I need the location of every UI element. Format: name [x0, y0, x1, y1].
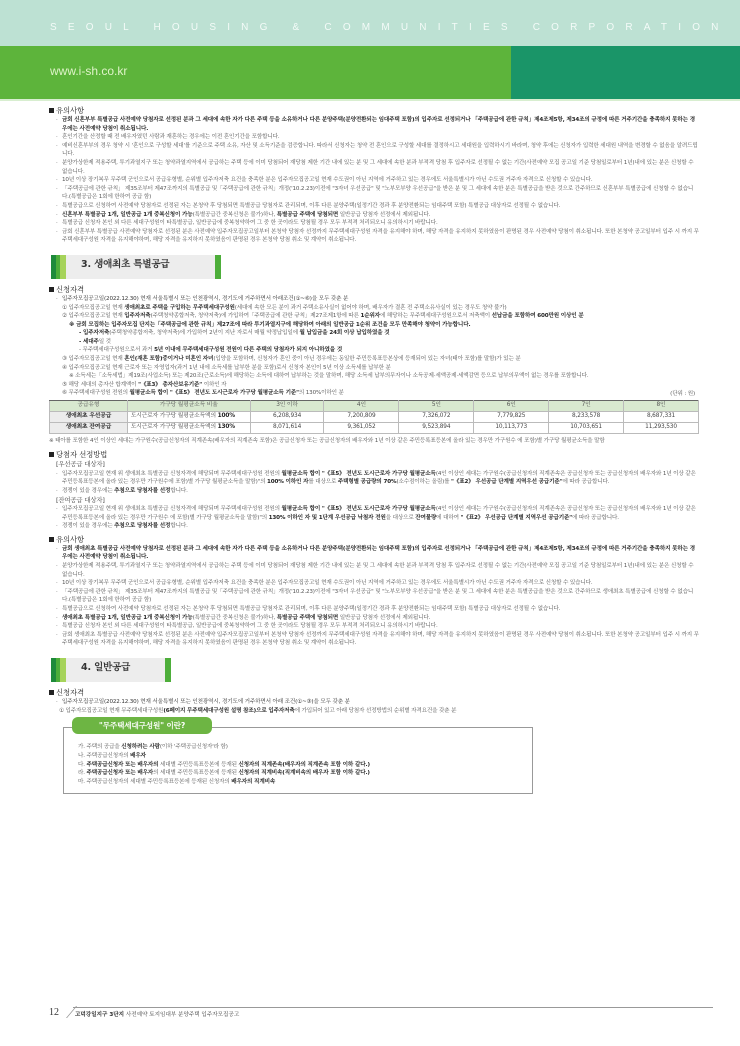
- column-header: 4인: [324, 400, 399, 411]
- band-stripe: [215, 255, 221, 279]
- list-item: · 금회 신혼부부 특별공급 사전예약 당첨자로 선정된 분은 사전예약 입주자모집공고일부터 본청약 당첨자 선정까지 무주택세대구성원 자격을 유지해야 하며, 해당 자격을 유지하지 못하였음이 판명된 경우 사전예약 당첨이 취소됩니다. 또한 본청약 공고일부터 입주 시 까지 무주택세대구성원 자격을 유지해야하며, 해당 자격을 유지하지 못하였음이 판명된 경우 본청약 당첨 취소 및 계약이 취소됩니다.: [56, 228, 699, 245]
- special-note: ※ 금회 모집하는 입주자모집 단지는「주택공급에 관한 규칙」제27조에 따라 투기과열지구에 해당하여 아래의 일반공급 1순위 조건을 모두 만족해야 청약이 가능합니다.: [69, 321, 471, 328]
- list-item: · 분양가상한제 적용주택, 투기과열지구 또는 청약과열지역에서 공급하는 주택 등에 이미 당첨되어 재당첨 제한 기간 내에 있는 분 및 그 세대에 속한 분과 부적격 당첨 후 입주자로 선정될 수 없는 기간(사전예약 모집 공고일 기준 당첨일로부터 1년)내에 있는 분은 신청할 수 없습니다.: [56, 159, 699, 176]
- table-header-row: [50, 400, 699, 411]
- table-cell: 8,687,331: [624, 411, 699, 422]
- section3-title: 3. 생애최초 특별공급: [81, 258, 170, 270]
- column-header: 7인: [549, 400, 624, 411]
- square-bullet-icon: [49, 452, 54, 457]
- table-cell: 10,703,651: [549, 422, 624, 433]
- table-unit-label: (단위 : 원): [670, 391, 695, 398]
- section4-eligibility-heading: 신청자격: [49, 688, 699, 698]
- priority-list: [56, 470, 699, 496]
- list-item: · 특별공급 신청자 본인 외 다른 세대구성원이 타특별공급, 일반공급에 중복청약하여 그 중 한 곳이라도 당첨될 경우 모두 부적격 처리되오니 유의하시기 바랍니다.: [56, 622, 699, 631]
- square-bullet-icon: [49, 537, 54, 542]
- condition-1: ① 입주자모집공고일 현재 생애최초로 주택을 구입하는 무주택세대구성원(세대에 속한 모든 분이 과거 주택소유사실이 없어야 하며, 배우자가 결혼 전 주택소유사실이 있는 경우도 청약 불가): [62, 304, 507, 311]
- list-item: · 분양가상한제 적용주택, 투기과열지구 또는 청약과열지역에서 공급하는 주택 등에 이미 당첨되어 재당첨 제한 기간 내에 있는 분 및 그 세대에 속한 분과 부적격 당첨 후 입주자로 선정될 수 없는 기간(사전예약 모집 공고일 기준 당첨일로부터 1년)내에 있는 분은 신청할 수 없습니다.: [56, 562, 699, 579]
- table-cell: 8,071,614: [250, 422, 324, 433]
- sub-condition: - 세대주일 것: [79, 338, 111, 345]
- section4-title: 4. 일반공급: [81, 661, 131, 673]
- condition-3: ③ 입주자모집공고일 현재 혼인(재혼 포함)중이거나 미혼인 자녀(입양을 포함하며, 신청자가 혼인 중이 아닌 경우에는 동일한 주민등록표등본상에 등재되어 있는 자녀(태아 포함)를 말함)가 있는 분: [62, 356, 521, 363]
- callout-box: [63, 721, 533, 794]
- page-content: [49, 104, 699, 794]
- condition-2: ② 입주자모집공고일 현재 입주자저축(주택청약종합저축, 청약저축)에 가입하여「주택공급에 관한 규칙」제27조제1항에 따른 1순위자에 해당하는 무주택세대구성원으로서 저축액이 선납금을 포함하여 600만원 이상인 분: [62, 313, 584, 320]
- column-header: 가구당 월평균소득 비율: [127, 400, 250, 411]
- sub-condition: - 입주자저축(주택청약종합저축, 청약저축)에 가입하여 2년이 지난 자로서 매월 약정납입일에 월 납입금을 24회 이상 납입하였을 것: [79, 330, 390, 337]
- column-header: 8인: [624, 400, 699, 411]
- table-cell: 8,233,578: [549, 411, 624, 422]
- callout-row: 다. 주택공급신청자 또는 배우자의 세대별 주민등록표등본에 등재된 신청자의 직계존속(배우자의 직계존속 포함 이하 같다.): [78, 761, 370, 768]
- income-table: [49, 400, 699, 434]
- notice1-list: [56, 116, 699, 245]
- header-divider: [0, 99, 740, 101]
- header-top-band: [0, 0, 740, 46]
- callout-tab: "무주택세대구성원" 이란?: [72, 717, 212, 734]
- section3-intro-list: [56, 295, 699, 304]
- list-item: · 신혼부부 특별공급 1개, 일반공급 1개 중복신청이 가능(특별공급간 중복신청은 불가)하나, 특별공급 주택에 당첨되면 일반공급 당첨자 선정에서 제외됩니다.: [56, 211, 699, 220]
- footer-doc-title: 고덕강일지구 3단지 사전예약 토지임대부 분양주택 입주자모집공고: [75, 1012, 240, 1018]
- row-header: 생애최초 잔여공급: [50, 422, 128, 433]
- page-number: 12: [49, 1007, 59, 1018]
- list-item: · 금회 생애최초 특별공급 사전예약 당첨자로 선정된 분은 사전예약 입주자모집공고일부터 본청약 당첨자 선정까지 무주택세대구성원 자격을 유지해야 하며, 해당 자격을 유지하지 못하였음이 판명된 경우 사전예약 당첨이 취소됩니다. 또한 본청약 공고일부터 입주 시 까지 무주택세대구성원 자격을 유지해야하며, 해당 자격을 유지하지 못하였음이 판명된 경우 본청약 당첨 취소 및 계약이 취소됩니다.: [56, 631, 699, 648]
- table-cell: 9,523,894: [399, 422, 474, 433]
- list-item: · 특별공급으로 신청하여 사전예약 당첨자로 선정된 자는 본청약 후 당첨되면 특별공급 당첨자로 관리되며, 이후 다른 분양주택(일정기간 경과 후 분양전환되는 임대주택 포함) 특별공급 대상자로 선정될 수 없습니다.: [56, 202, 699, 211]
- row-header: 생애최초 우선공급: [50, 411, 128, 422]
- list-item: · 생애최초 특별공급 1개, 일반공급 1개 중복신청이 가능(특별공급간 중복신청은 불가)하나, 특별공급 주택에 당첨되면 일반공급 당첨자 선정에서 제외됩니다.: [56, 614, 699, 623]
- section3-title-band: [51, 255, 221, 279]
- column-header: 공급유형: [50, 400, 128, 411]
- list-item: · 10년 이상 장기복무 무주택 군인으로서 공급유형별, 순위별 입주자저축 요건을 충족한 분은 입주자모집공고일 현재 수도권이 아닌 지역에 거주하고 있는 경우에도 서울특별시가 아닌 수도권 거주자 자격으로 신청할 수 있습니다.: [56, 176, 699, 185]
- callout-row: 라. 주택공급신청자 또는 배우자의 세대별 주민등록표등본에 등재된 신청자의 직계비속(직계비속의 배우자 포함 이하 같다.): [78, 770, 370, 777]
- priority-heading: [우선공급 대상자]: [56, 460, 105, 469]
- table-cell: 6,208,934: [250, 411, 324, 422]
- condition-5: ⑤ 해당 세대의 총자산 합계액이 "《표3》 총자산보유기준" 이하인 자: [62, 381, 227, 388]
- square-bullet-icon: [49, 108, 54, 113]
- band-stripe: [60, 658, 66, 682]
- table-cell: 7,200,809: [324, 411, 399, 422]
- table-cell: 7,779,825: [474, 411, 549, 422]
- condition-4: ④ 입주자모집공고일 현재 근로자 또는 자영업자(과거 1년 내에 소득세를 납부한 분을 포함)로서 신청자 본인이 5년 이상 소득세를 납부한 분: [62, 364, 391, 371]
- selection-heading: 당첨자 선정방법: [49, 450, 699, 460]
- list-item: · 입주자모집공고일 현재 위 생애최초 특별공급 신청자격에 해당되며 무주택세대구성원 전원의 월평균소득 합이 "《표5》 전년도 도시근로자 가구당 월평균소득(4인 이상인 세대는 가구원수(공급신청자의 직계존속은 공급신청자 또는 공급신청자의 배우자와 1년 이상 같은 주민등록표등본에 올라 있는 경우만 가구원수에 포함)별 가구당 월평균소득을 말함)"의 100% 이하인 자를 대상으로 주택형별 공급량의 70%(소수점이하는 올림)를 "《표2》 우선공급 단계별 지역우선 공급기준"에 따라 공급합니다.: [56, 470, 699, 487]
- table-cell: 11,293,530: [624, 422, 699, 433]
- corporation-name: SEOUL HOUSING & COMMUNITIES CORPORATION: [50, 22, 730, 33]
- square-bullet-icon: [49, 287, 54, 292]
- footer-rule: [73, 1007, 713, 1008]
- list-item: · 혼인기간을 산정할 때 전 배우자였던 사람과 재혼하는 경우에는 이전 혼인기간을 포함합니다.: [56, 133, 699, 142]
- list-item: · 입주자모집공고일(2022.12.30) 현재 서울특별시 또는 인천광역시, 경기도에 거주하면서 아래조건(①~⑥)을 모두 갖춘 분: [56, 295, 699, 304]
- table-cell: 7,326,072: [399, 411, 474, 422]
- square-bullet-icon: [49, 690, 54, 695]
- table-cell: 9,361,052: [324, 422, 399, 433]
- section4-intro-list: [56, 698, 699, 707]
- website-url[interactable]: www.i-sh.co.kr: [50, 64, 128, 78]
- remaining-heading: [잔여공급 대상자]: [56, 495, 105, 504]
- list-item: · 「주택공급에 관한 규칙」 제35조부터 제47조까지의 특별공급 및「주택공급에 관한 규칙」개정('10.2.23)이전에 "3자녀 우선공급" 및 "노부모부양 우선공급"을 받은 분 및 그 세대에 속한 분은 특별공급을 받은 것으로 간주하므로 생애최초 특별공급에 신청할 수 없습니다.(특별공급은 1회에 한하여 공급 함): [56, 588, 699, 605]
- column-header: 6인: [474, 400, 549, 411]
- section4-condition-1: ① 입주자모집공고일 현재 무주택세대구성원(6페이지 무주택세대구성원 설명 참조)으로 입주자저축에 가입되어 있고 아래 당첨자 선정방법의 순위별 자격요건을 갖춘 분: [59, 707, 457, 714]
- list-item: · 특별공급으로 신청하여 사전예약 당첨자로 선정된 자는 본청약 후 당첨되면 특별공급 당첨자로 관리되며, 이후 다른 분양주택(일정기간 경과 후 분양전환되는 임대주택 포함) 특별공급 대상자로 선정될 수 없습니다.: [56, 605, 699, 614]
- table-row: [50, 422, 699, 433]
- section4-title-band: [51, 658, 171, 682]
- table-row: [50, 411, 699, 422]
- list-item: · 입주자모집공고일(2022.12.30) 현재 서울특별시 또는 인천광역시, 경기도에 거주하면서 아래 조건(①~③)을 모두 갖춘 분: [56, 698, 699, 707]
- header-green-bar: [0, 46, 740, 99]
- table-cell: 10,113,773: [474, 422, 549, 433]
- notice1-heading: 유의사항: [49, 106, 699, 116]
- ratio-cell: 도시근로자 가구당 월평균소득액의 130%: [127, 422, 250, 433]
- table-footnote: ※ 태아를 포함한 4인 이상인 세대는 가구원수(공급신청자의 직계존속(배우자의 직계존속 포함)은 공급신청자 또는 공급신청자의 배우자와 1년 이상 같은 주민등록표등본에 올라 있는 경우만 가구원수 에 포함)별 가구당 월평균소득을 말함: [49, 437, 605, 444]
- column-header: 3인 이하: [250, 400, 324, 411]
- list-item: · 특별공급 신청자 본인 외 다른 세대구성원이 타특별공급, 일반공급에 중복청약하여 그 중 한 곳이라도 당첨될 경우 모두 부적격 처리되오니 유의하시기 바랍니다.: [56, 219, 699, 228]
- band-stripe: [60, 255, 66, 279]
- list-item: · 「주택공급에 관한 규칙」 제35조부터 제47조까지의 특별공급 및「주택공급에 관한 규칙」개정('10.2.23)이전에 "3자녀 우선공급" 및 "노부모부양 우선공급"을 받은 분 및 그 세대에 속한 분은 특별공급을 받은 것으로 간주하므로 신혼부부 특별공급에 신청할 수 없습니다.(특별공급은 1회에 한하여 공급 함): [56, 185, 699, 202]
- header-teal-segment: [511, 46, 740, 99]
- column-header: 5인: [399, 400, 474, 411]
- section3-eligibility-heading: 신청자격: [49, 285, 699, 295]
- list-item: · 예비신혼부부의 경우 청약 시 '혼인으로 구성할 세대'를 기준으로 주택 소유, 자산 및 소득기준을 검증합니다. 따라서 신청자는 청약 전 혼인으로 구성할 세대를 결정하시고 세대원을 입력하시기 바라며, 청약 후에는 신청자가 입력한 세대원 내역을 변경할 수 없음을 알려드립니다.: [56, 142, 699, 159]
- remaining-list: [56, 505, 699, 531]
- list-item: · 금회 생애최초 특별공급 사전예약 당첨자로 선정된 분과 그 세대에 속한 자가 다른 주택 등을 소유하거나 다른 분양주택(분양전환되는 임대주택 포함)의 입주자로 선정되거나 「주택공급에 관한 규칙」제4조제5항, 제34조의 규정에 따른 거주기간을 충족하지 못하는 경우에는 사전예약 당첨이 취소됩니다.: [56, 545, 699, 562]
- income-tax-note: ※ 소득세는「소득세법」제19조(사업소득) 또는 제20조(근로소득)에 해당하는 소득에 대하여 납부하는 것을 말하며, 해당 소득세 납부의무자이나 소득공제·세액공제·세액감면 등으로 납부의무액이 없는 경우를 포함합니다.: [69, 373, 589, 380]
- sub-condition: - 무주택세대구성원으로서 과거 5년 이내에 무주택세대구성원 전원이 다른 주택의 당첨자가 되지 아니하였을 것: [79, 347, 343, 354]
- ratio-cell: 도시근로자 가구당 월평균소득액의 100%: [127, 411, 250, 422]
- callout-row: 가. 주택의 공급을 신청하려는 사람(이하 '주택공급신청자'라 함): [78, 744, 228, 751]
- list-item: · 경쟁이 있을 경우에는 추첨으로 당첨자를 선정합니다.: [56, 522, 699, 531]
- list-item: · 경쟁이 있을 경우에는 추첨으로 당첨자를 선정합니다.: [56, 487, 699, 496]
- list-item: · 입주자모집공고일 현재 위 생애최초 특별공급 신청자격에 해당되며 무주택세대구성원 전원의 월평균소득 합이 "《표5》 전년도 도시근로자 가구당 월평균소득(4인 이상인 세대는 가구원수(공급신청자의 직계존속은 공급신청자 또는 공급신청자의 배우자와 1년 이상 같은 주민등록표등본에 올라 있는 경우만 가구원수 에 포함)별 가구당 월평균소득을 말함)"의 130% 이하인 자 및 1단계 우선공급 낙첨자 전원을 대상으로 잔여물량에 대하여 "《표2》 우선공급 단계별 지역우선 공급기준"에 따라 공급합니다.: [56, 505, 699, 522]
- band-stripe: [165, 658, 171, 682]
- notice2-heading: 유의사항: [49, 535, 699, 545]
- page-footer: [49, 1007, 699, 1021]
- callout-row: 마. 주택공급신청자의 세대별 주민등록표등본에 등재된 신청자의 배우자의 직계비속: [78, 779, 276, 786]
- notice2-list: [56, 545, 699, 648]
- callout-row: 나. 주택공급신청자의 배우자: [78, 752, 146, 759]
- list-item: · 금회 신혼부부 특별공급 사전예약 당첨자로 선정된 분과 그 세대에 속한 자가 다른 주택 등을 소유하거나 다른 분양주택(분양전환되는 임대주택 포함)의 입주자로 선정되거나 「주택공급에 관한 규칙」제4조제5항, 제34조의 규정에 따른 거주기간을 충족하지 못하는 경우에는 사전예약 당첨이 취소됩니다.: [56, 116, 699, 133]
- list-item: · 10년 이상 장기복무 무주택 군인으로서 공급유형별, 순위별 입주자저축 요건을 충족한 분은 입주자모집공고일 현재 수도권이 아닌 지역에 거주하고 있는 경우에도 서울특별시가 아닌 수도권 거주자 자격으로 신청할 수 있습니다.: [56, 579, 699, 588]
- condition-6: ⑥ 무주택세대구성원 전원의 월평균소득 합이 "《표5》 전년도 도시근로자 가구당 월평균소득 기준"의 130%이하인 분: [62, 390, 344, 397]
